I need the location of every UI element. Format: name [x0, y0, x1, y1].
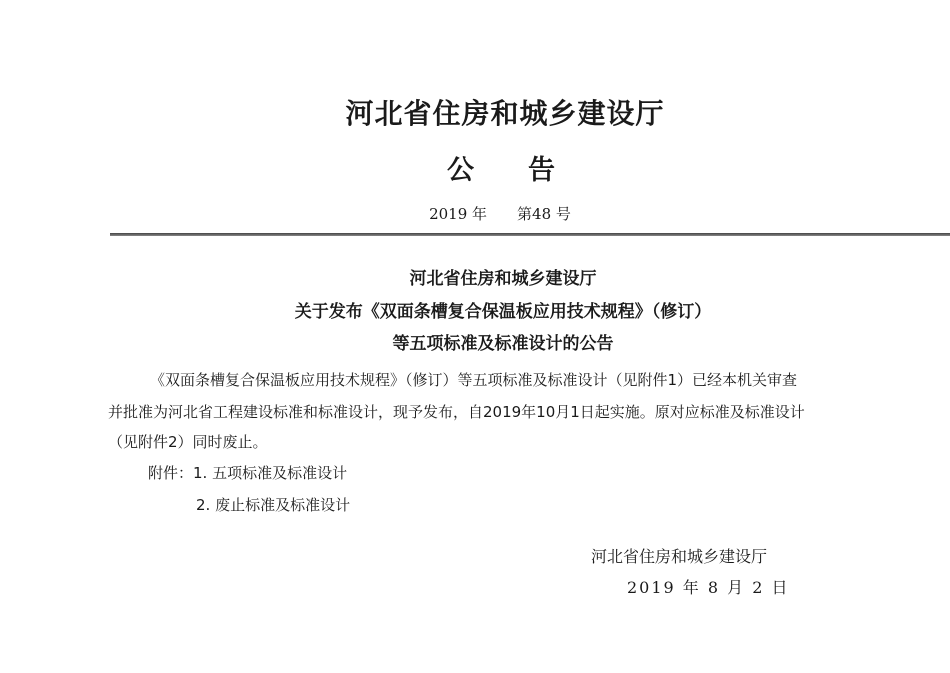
- attachment-item-1: 附件：1. 五项标准及标准设计: [148, 464, 348, 482]
- issue-number: [0, 203, 950, 224]
- subject-line-1: 河北省住房和城乡建设厅: [409, 269, 597, 289]
- header-divider: [110, 233, 950, 236]
- body-paragraph-line-3: （见附件2）同时废止。: [108, 433, 268, 451]
- subject-line-3: 等五项标准及标准设计的公告: [392, 334, 614, 354]
- body-paragraph-line-1: 《双面条槽复合保温板应用技术规程》（修订）等五项标准及标准设计（见附件1）已经本机关审查: [150, 371, 798, 389]
- signature-date: 2019 年 8 月 2 日: [627, 578, 790, 597]
- body-paragraph-line-2: 并批准为河北省工程建设标准和标准设计，现予发布，自2019年10月1日起实施。原对应标准及标准设计: [108, 403, 805, 421]
- issue-year: 2019 年: [429, 205, 488, 223]
- issuer-title: 河北省住房和城乡建设厅: [345, 97, 665, 130]
- attachment-item-2: 2. 废止标准及标准设计: [196, 496, 351, 514]
- subject-line-2: 关于发布《双面条槽复合保温板应用技术规程》（修订）: [294, 302, 712, 322]
- signature-organization: 河北省住房和城乡建设厅: [591, 547, 768, 566]
- issue-no: 第48 号: [517, 205, 571, 223]
- document-type-heading: 公 告: [447, 155, 555, 186]
